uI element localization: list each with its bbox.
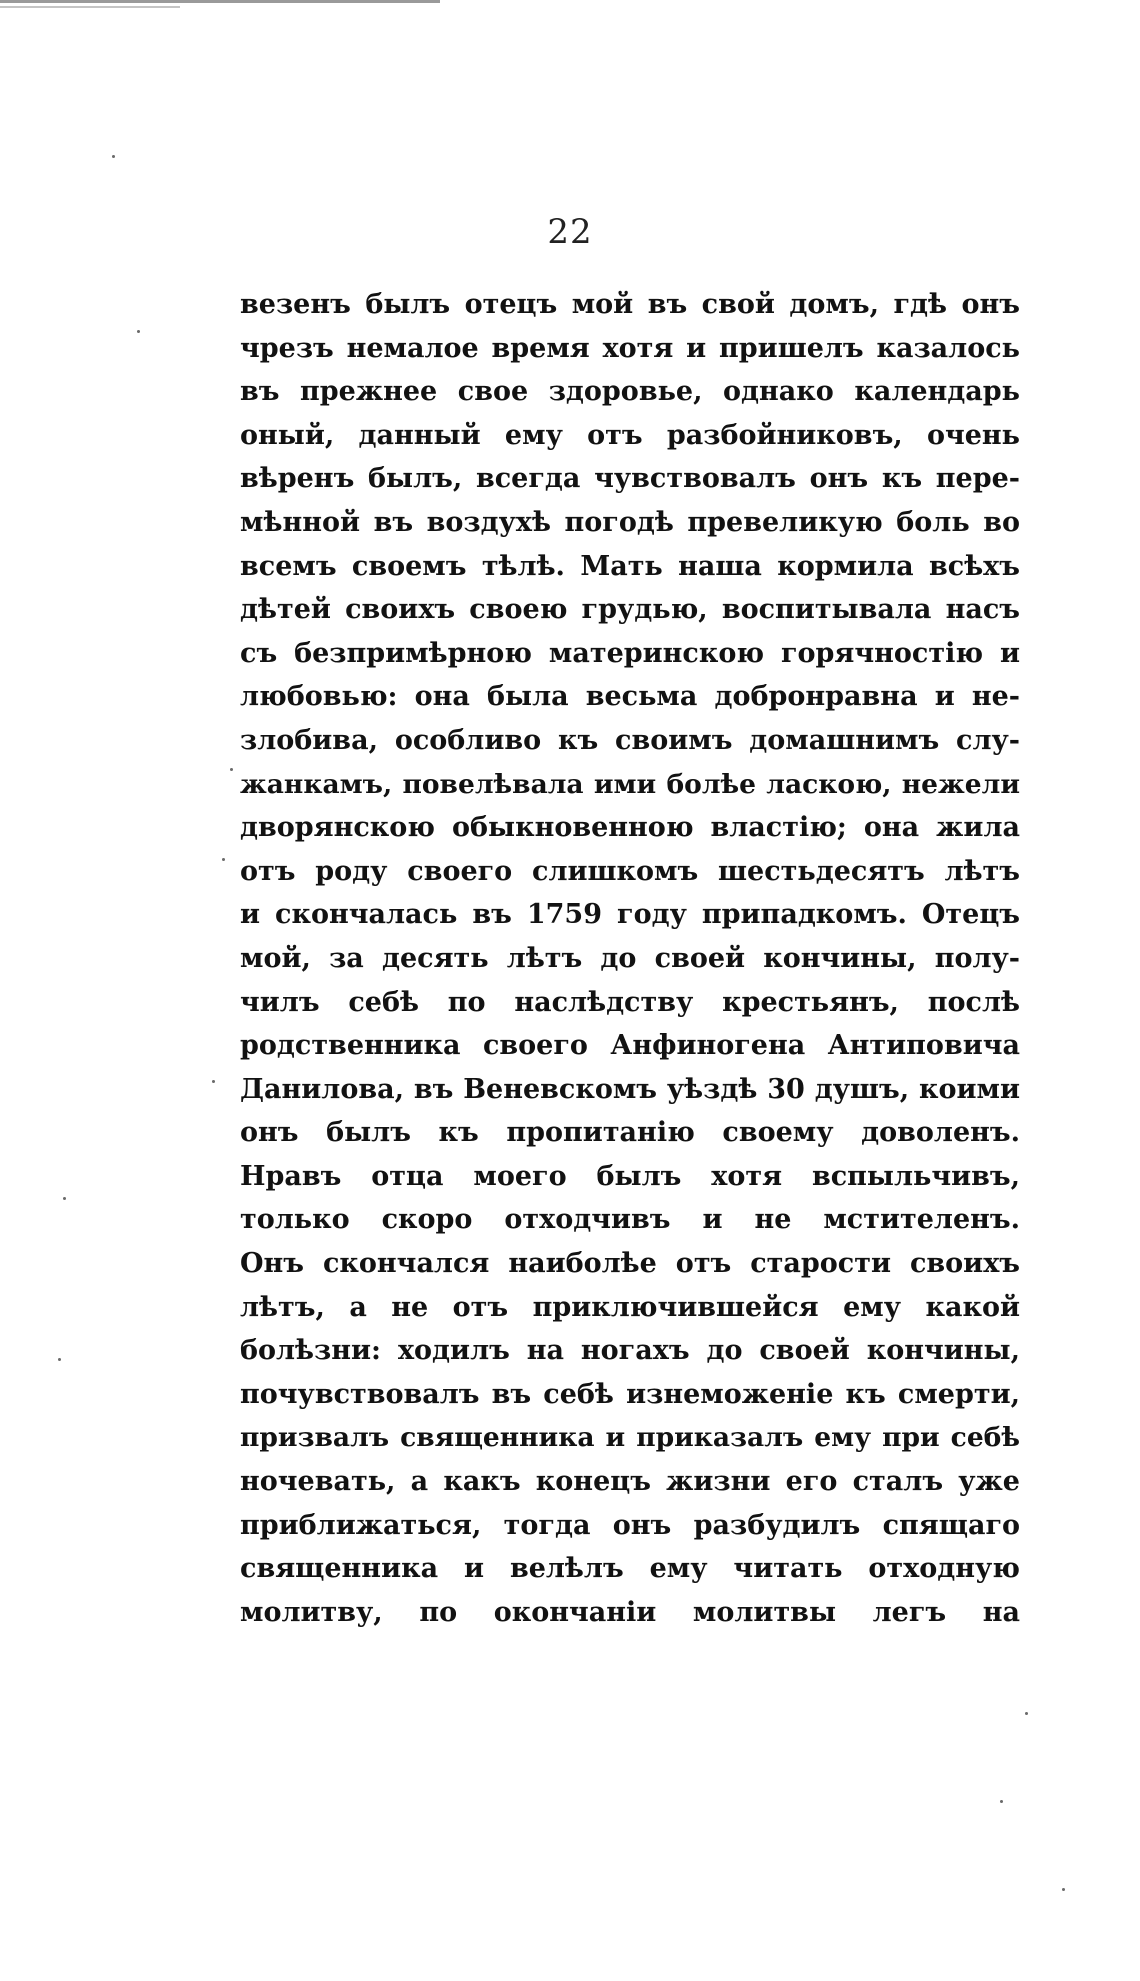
scan-speck [137,330,140,333]
page-number: 22 [547,212,593,252]
text-line: ночевать, а какъ конецъ жизни его сталъ уже [240,1466,1020,1498]
scan-speck [112,155,115,158]
scan-speck [222,858,225,861]
scan-speck [58,1358,61,1361]
text-line: Данилова, въ Веневскомъ уѣздѣ 30 душъ, коими [240,1073,1020,1105]
text-line: везенъ былъ отецъ мой въ свой домъ, гдѣ онъ [240,289,1020,320]
scan-speck [1000,1800,1003,1803]
scan-edge-rule [0,0,440,3]
text-line: дѣтей своихъ своею грудью, воспитывала насъ [240,594,1020,626]
text-line: съ безпримѣрною материнскою горячностію и [240,637,1020,669]
text-line: оный, данный ему отъ разбойниковъ, очень [240,419,1020,451]
text-line: призвалъ священника и приказалъ ему при себѣ [240,1422,1020,1454]
text-line: родственника своего Анфиногена Антиповича [240,1030,1020,1062]
text-line: приближаться, тогда онъ разбудилъ спящаго [240,1509,1020,1541]
scan-speck [63,1197,66,1200]
text-line: чрезъ немалое время хотя и пришелъ казалось [240,332,1020,364]
text-line: чилъ себѣ по наслѣдству крестьянъ, послѣ [240,986,1020,1018]
scan-speck [212,1080,215,1083]
text-line: Нравъ отца моего былъ хотя вспыльчивъ, [240,1160,1020,1192]
text-line: лѣтъ, а не отъ приключившейся ему какой [240,1291,1020,1323]
text-line: и скончалась въ 1759 году припадкомъ. Отецъ [240,899,1020,931]
text-line: мѣнной въ воздухѣ погодѣ превеликую боль во [240,506,1020,538]
text-line: священника и велѣлъ ему читать отходную [240,1553,1020,1585]
text-line: отъ роду своего слишкомъ шестьдесятъ лѣтъ [240,855,1020,887]
scan-speck [230,768,233,771]
text-line: болѣзни: ходилъ на ногахъ до своей кончины, [240,1335,1020,1367]
scan-speck [1025,1712,1028,1715]
text-line: молитву, по окончаніи молитвы легъ на [240,1596,1020,1628]
text-line: почувствовалъ въ себѣ изнеможеніе къ смерти, [240,1378,1020,1410]
text-line: жанкамъ, повелѣвала ими болѣе ласкою, нежели [240,768,1020,800]
text-line: онъ былъ къ пропитанію своему доволенъ. [240,1117,1020,1149]
text-line: дворянскою обыкновенною властію; она жила [240,812,1020,844]
text-line: злобива, особливо къ своимъ домашнимъ слу- [240,724,1020,756]
text-line: мой, за десять лѣтъ до своей кончины, полу- [240,942,1020,974]
scan-edge-rule-short [0,6,180,8]
text-line: вѣренъ былъ, всегда чувствовалъ онъ къ пере- [240,463,1020,495]
text-line: только скоро отходчивъ и не мстителенъ. [240,1204,1020,1236]
text-line: въ прежнее свое здоровье, однако календарь [240,376,1020,408]
scan-speck [1062,1888,1065,1891]
text-line: любовью: она была весьма добронравна и не- [240,681,1020,713]
text-line: всемъ своемъ тѣлѣ. Мать наша кормила всѣхъ [240,550,1020,582]
text-line: Онъ скончался наиболѣе отъ старости своихъ [240,1248,1020,1280]
body-text [240,283,1020,1634]
